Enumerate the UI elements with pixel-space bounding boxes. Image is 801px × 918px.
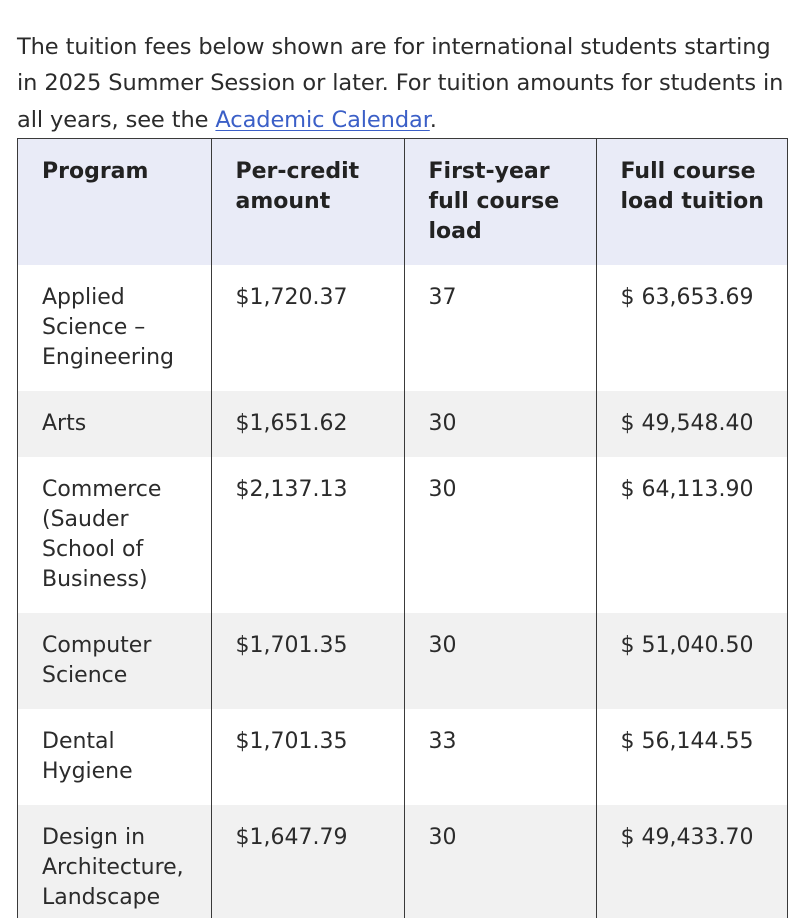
cell-program: Dental Hygiene [18,709,211,805]
intro-text-end: . [429,106,437,133]
cell-program: Applied Science – Engineering [18,265,211,391]
cell-tuition: $ 64,113.90 [596,457,788,613]
cell-load: 30 [404,805,596,918]
table-row [18,265,788,391]
table-row [18,391,788,457]
header-per-credit: Per-credit amount [211,139,404,265]
tuition-table [18,139,788,918]
header-program: Program [18,139,211,265]
cell-tuition: $ 49,548.40 [596,391,788,457]
cell-tuition: $ 63,653.69 [596,265,788,391]
cell-per-credit: $1,701.35 [211,709,404,805]
cell-program: Design in Architecture, Landscape [18,805,211,918]
cell-per-credit: $1,720.37 [211,265,404,391]
header-row [18,139,788,265]
academic-calendar-link[interactable]: Academic Calendar [215,106,430,133]
cell-tuition: $ 51,040.50 [596,613,788,709]
cell-load: 30 [404,391,596,457]
cell-load: 30 [404,457,596,613]
table-row [18,709,788,805]
cell-tuition: $ 56,144.55 [596,709,788,805]
cell-program: Computer Science [18,613,211,709]
table-row [18,457,788,613]
intro-paragraph [17,29,792,139]
cell-load: 37 [404,265,596,391]
cell-per-credit: $1,701.35 [211,613,404,709]
table-body [18,265,788,918]
cell-load: 33 [404,709,596,805]
cell-per-credit: $1,647.79 [211,805,404,918]
cell-per-credit: $1,651.62 [211,391,404,457]
cell-tuition: $ 49,433.70 [596,805,788,918]
table-row [18,805,788,918]
header-first-year-load: First-year full course load [404,139,596,265]
header-full-load-tuition: Full course load tuition [596,139,788,265]
intro-text: The tuition fees below shown are for international students starting in 2025 Summer Session or later. For tuition amounts for students in all years, see the [17,33,784,133]
cell-program: Arts [18,391,211,457]
cell-load: 30 [404,613,596,709]
cell-per-credit: $2,137.13 [211,457,404,613]
table-row [18,613,788,709]
cell-program: Commerce (Sauder School of Business) [18,457,211,613]
table-header [18,139,788,265]
tuition-table-container [17,138,788,918]
